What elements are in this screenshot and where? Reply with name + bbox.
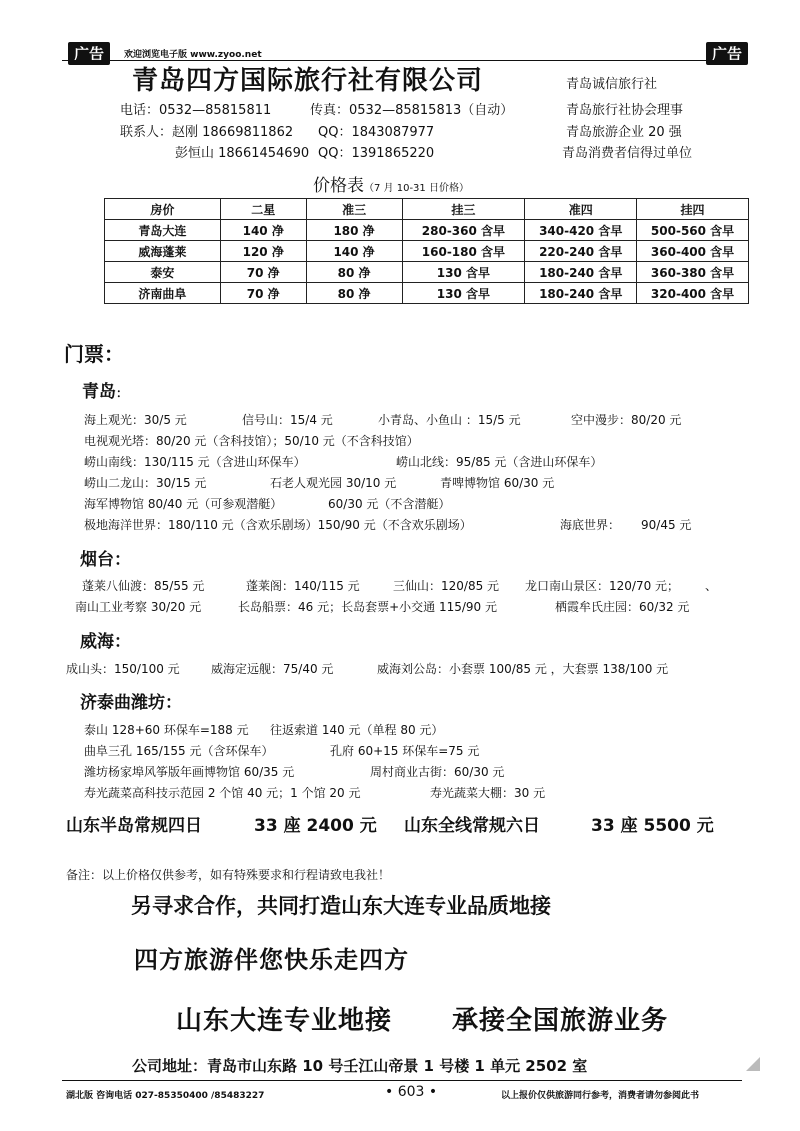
- list-item: 寿光蔬菜大棚：30 元: [430, 786, 546, 800]
- list-item: 寿光蔬菜高科技示范园 2 个馆 40 元；1 个馆 20 元: [84, 786, 361, 800]
- honor-4: 青岛消费者信得过单位: [562, 146, 693, 161]
- list-item: 曲阜三孔 165/155 元（含环保车）: [84, 744, 274, 758]
- table-cell: 130 含早: [402, 262, 525, 283]
- honor-3: 青岛旅游企业 20 强: [566, 125, 682, 140]
- section-title-jitai: 济泰曲潍坊：: [80, 693, 182, 713]
- list-item: 三仙山：120/85 元: [393, 579, 500, 593]
- table-row: [105, 241, 749, 262]
- table-cell: 340-420 含早: [525, 220, 637, 241]
- list-item: 蓬莱八仙渡：85/55 元: [82, 579, 205, 593]
- company-name: 青岛四方国际旅行社有限公司: [132, 66, 484, 96]
- table-cell: 320-400 含早: [637, 283, 749, 304]
- list-item: 潍坊杨家埠风筝版年画博物馆 60/35 元: [84, 765, 295, 779]
- page-number: • 603 •: [385, 1084, 438, 1100]
- table-cell: 160-180 含早: [402, 241, 525, 262]
- honor-1: 青岛诚信旅行社: [566, 77, 658, 92]
- bottom-rule: [62, 1080, 742, 1081]
- contact-2: 彭恒山 18661454690: [175, 146, 310, 161]
- list-item: 成山头：150/100 元: [66, 662, 180, 676]
- table-cell: 泰安: [105, 262, 221, 283]
- footer-right: 以上报价仅供旅游同行参考，消费者请勿参阅此书: [501, 1091, 700, 1101]
- slogan-local: 山东大连专业地接: [176, 1006, 393, 1036]
- table-row: [105, 283, 749, 304]
- list-item: 90/45 元: [641, 518, 692, 532]
- list-item: 长岛船票：46 元；长岛套票+小交通 115/90 元: [238, 600, 497, 614]
- table-cell: 500-560 含早: [637, 220, 749, 241]
- fax: 传真：0532—85815813（自动）: [310, 103, 514, 118]
- list-item: 孔府 60+15 环保车=75 元: [330, 744, 480, 758]
- table-cell: 130 含早: [402, 283, 525, 304]
- list-item: 海上观光：30/5 元: [84, 413, 187, 427]
- promo-6day: 山东全线常规六日: [404, 816, 540, 836]
- table-cell: 180-240 含早: [525, 262, 637, 283]
- slogan-cooperation: 另寻求合作，共同打造山东大连专业品质地接: [131, 894, 551, 918]
- list-item: 信号山：15/4 元: [242, 413, 333, 427]
- table-cell: 120 净: [220, 241, 306, 262]
- list-item: 极地海洋世界：180/110 元（含欢乐剧场）150/90 元（不含欢乐剧场）: [84, 518, 472, 532]
- list-item: 龙口南山景区：120/70 元；: [525, 579, 680, 593]
- list-item: 石老人观光园 30/10 元: [270, 476, 397, 490]
- table-cell: 360-380 含早: [637, 262, 749, 283]
- promo-6day-price: 33 座 5500 元: [591, 816, 714, 836]
- table-cell: 180 净: [306, 220, 402, 241]
- table-cell: 180-240 含早: [525, 283, 637, 304]
- table-cell: 济南曲阜: [105, 283, 221, 304]
- ad-badge-right: 广告: [706, 42, 748, 65]
- table-header-cell: 准三: [306, 199, 402, 220]
- table-header-row: [105, 199, 749, 220]
- list-item: 威海定远舰：75/40 元: [211, 662, 334, 676]
- list-item: 蓬莱阁：140/115 元: [246, 579, 360, 593]
- list-item: 崂山北线：95/85 元（含进山环保车）: [396, 455, 603, 469]
- table-cell: 140 净: [306, 241, 402, 262]
- table-cell: 青岛大连: [105, 220, 221, 241]
- ad-badge-left: 广告: [68, 42, 110, 65]
- promo-4day: 山东半岛常规四日: [66, 816, 202, 836]
- table-cell: 80 净: [306, 262, 402, 283]
- table-cell: 70 净: [220, 283, 306, 304]
- list-item: 60/30 元（不含潜艇）: [328, 497, 451, 511]
- table-header-cell: 二星: [220, 199, 306, 220]
- table-header-cell: 挂三: [402, 199, 525, 220]
- footer-left: 湖北版 咨询电话 027-85350400 /85483227: [66, 1091, 265, 1101]
- price-table-title: 价格表（7 月 10-31 日价格）: [313, 176, 469, 196]
- table-cell: 威海蓬莱: [105, 241, 221, 262]
- list-item: 电视观光塔：80/20 元（含科技馆）；50/10 元（不含科技馆）: [84, 434, 419, 448]
- list-item: 周村商业古街：60/30 元: [370, 765, 505, 779]
- table-row: [105, 220, 749, 241]
- list-item: 南山工业考察 30/20 元: [75, 600, 202, 614]
- table-header-cell: 挂四: [637, 199, 749, 220]
- contact-1: 联系人：赵刚 18669811862: [120, 125, 294, 140]
- table-cell: 140 净: [220, 220, 306, 241]
- table-cell: 70 净: [220, 262, 306, 283]
- table-cell: 360-400 含早: [637, 241, 749, 262]
- qq-1: QQ：1843087977: [318, 125, 435, 140]
- welcome-text: 欢迎浏览电子版 www.zyoo.net: [124, 50, 262, 60]
- list-item: 小青岛、小鱼山 ：15/5 元: [378, 413, 521, 427]
- table-cell: 280-360 含早: [402, 220, 525, 241]
- price-table: [104, 198, 749, 304]
- slogan-national: 承接全国旅游业务: [452, 1006, 669, 1036]
- phone: 电话：0532—85815811: [120, 103, 272, 118]
- table-cell: 220-240 含早: [525, 241, 637, 262]
- table-header-cell: 准四: [525, 199, 637, 220]
- list-item: 崂山二龙山：30/15 元: [84, 476, 207, 490]
- list-item: 空中漫步：80/20 元: [571, 413, 682, 427]
- tickets-heading: 门票：: [64, 342, 124, 366]
- list-item: 海底世界：: [560, 518, 621, 532]
- promo-4day-price: 33 座 2400 元: [254, 816, 377, 836]
- list-item: 、: [705, 579, 718, 593]
- section-title-qingdao: 青岛：: [82, 382, 129, 402]
- table-cell: 80 净: [306, 283, 402, 304]
- note-text: 备注：以上价格仅供参考，如有特殊要求和行程请致电我社！: [66, 868, 391, 882]
- honor-2: 青岛旅行社协会理事: [566, 103, 684, 118]
- section-title-weihai: 威海：: [80, 632, 131, 652]
- list-item: 往返索道 140 元（单程 80 元）: [270, 723, 444, 737]
- list-item: 崂山南线：130/115 元（含进山环保车）: [84, 455, 306, 469]
- list-item: 泰山 128+60 环保车=188 元: [84, 723, 249, 737]
- slogan-sifang: 四方旅游伴您快乐走四方: [134, 946, 409, 974]
- list-item: 青啤博物馆 60/30 元: [440, 476, 555, 490]
- page-curl-decoration: [746, 1057, 760, 1071]
- company-address: 公司地址：青岛市山东路 10 号壬江山帝景 1 号楼 1 单元 2502 室: [132, 1057, 588, 1075]
- qq-2: QQ：1391865220: [318, 146, 435, 161]
- table-header-cell: 房价: [105, 199, 221, 220]
- list-item: 栖霞牟氏庄园：60/32 元: [555, 600, 690, 614]
- list-item: 威海刘公岛：小套票 100/85 元 ，大套票 138/100 元: [377, 662, 669, 676]
- list-item: 海军博物馆 80/40 元（可参观潜艇）: [84, 497, 283, 511]
- section-title-yantai: 烟台：: [80, 550, 131, 570]
- table-row: [105, 262, 749, 283]
